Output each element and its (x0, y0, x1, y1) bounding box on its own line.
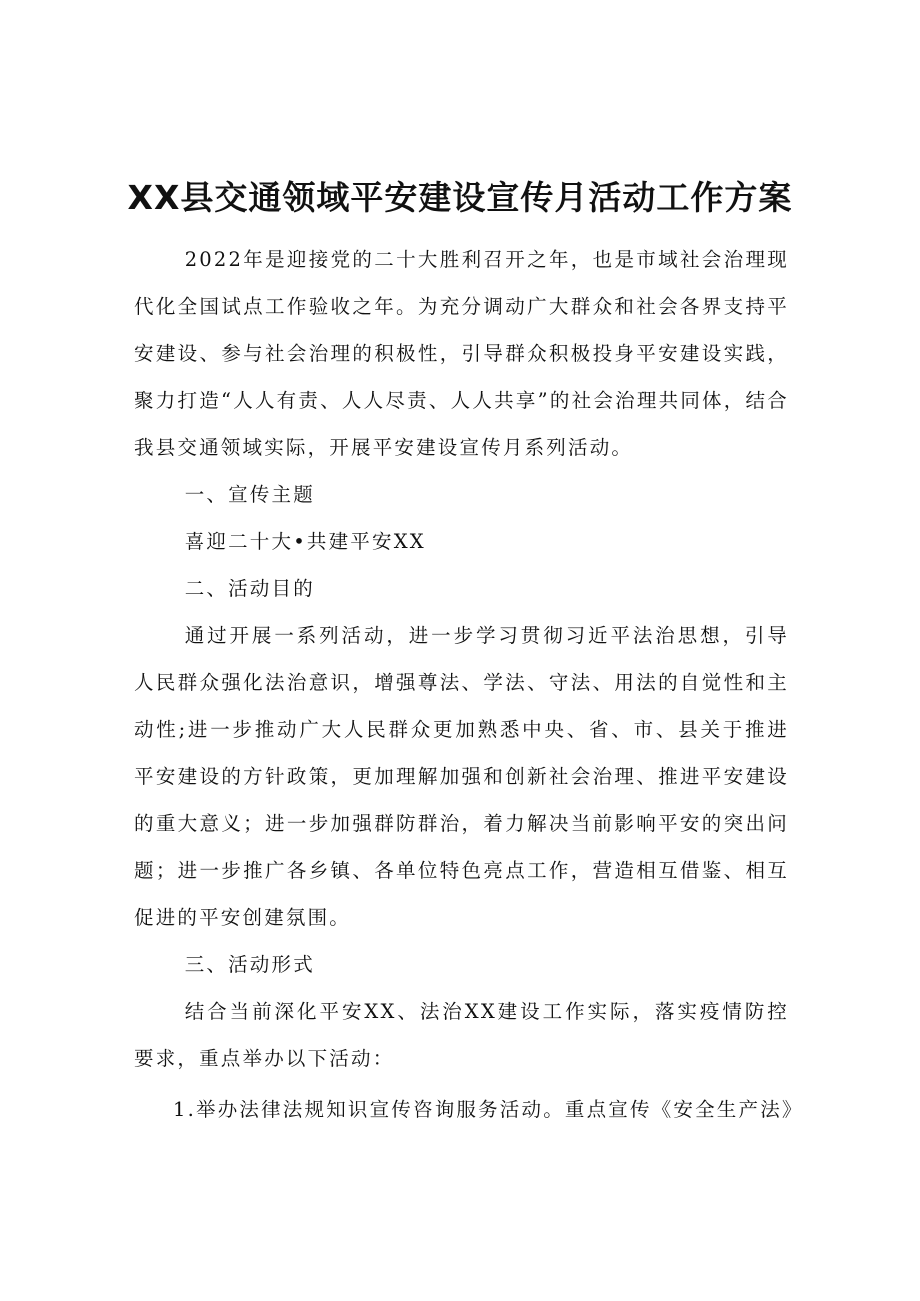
section-body-form: 结合当前深化平安XX、法治XX建设工作实际，落实疫情防控要求，重点举办以下活动： (134, 1000, 789, 1070)
intro-paragraph: 2022年是迎接党的二十大胜利召开之年，也是市域社会治理现代化全国试点工作验收之年。为充分调动广大群众和社会各界支持平安建设、参与社会治理的积极性，引导群众积极投身平安建设实践，聚力打造“人人有责、人人尽责、人人共享”的社会治理共同体，结合我县交通领域实际，开展平安建设宣传月系列活动。 (134, 248, 789, 459)
section-heading-purpose: 二、活动目的 (184, 577, 315, 600)
document-title: XX县交通领域平安建设宣传月活动工作方案 (127, 178, 793, 217)
document-body (134, 236, 804, 1133)
section-heading-theme: 一、宣传主题 (184, 483, 315, 506)
section-body-theme: 喜迎二十大•共建平安XX (184, 530, 426, 553)
activity-item-1: 1.举办法律法规知识宣传咨询服务活动。重点宣传《安全生产法》 (173, 1098, 804, 1121)
section-body-purpose: 通过开展一系列活动，进一步学习贯彻习近平法治思想，引导人民群众强化法治意识，增强尊法、学法、守法、用法的自觉性和主动性;进一步推动广大人民群众更加熟悉中央、省、市、县关于推进平安建设的方针政策，更加理解加强和创新社会治理、推进平安建设的重大意义；进一步加强群防群治，着力解决当前影响平安的突出问题；进一步推广各乡镇、各单位特色亮点工作，营造相互借鉴、相互促进的平安创建氛围。 (134, 624, 789, 929)
section-heading-form: 三、活动形式 (184, 953, 315, 976)
